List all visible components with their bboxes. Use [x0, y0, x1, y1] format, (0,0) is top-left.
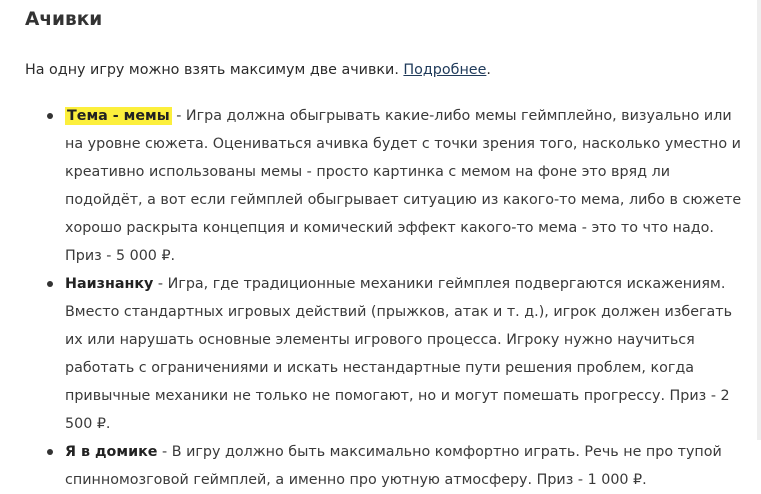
achievement-cozy	[25, 438, 750, 494]
achievement-name: Я в домике	[65, 444, 158, 460]
achievement-memes	[25, 102, 750, 270]
bullet-icon	[47, 281, 53, 287]
intro-paragraph	[25, 60, 750, 80]
intro-suffix: .	[486, 62, 491, 78]
bullet-icon	[47, 113, 53, 119]
achievement-name: Наизнанку	[65, 276, 154, 292]
section-title: Ачивки	[25, 9, 103, 30]
achievement-description: - Игра должна обыгрывать какие-либо мемы геймплейно, визуально или на уровне сюжета. Оцениваться ачивка будет с точки зрения того, насколько уместно и креативно использованы мемы - просто картинка с мемом на фоне это вряд ли подойдёт, а вот если геймплей обыгрывает ситуацию из какого-то мема, либо в сюжете хорошо раскрыта концепция и комический эффект какого-то мема - это то что надо. Приз - 5 000 ₽.	[65, 108, 742, 264]
achievements-section	[25, 0, 750, 494]
achievement-name: Тема - мемы	[67, 108, 170, 124]
achievement-description: - Игра, где традиционные механики геймплея подвергаются искажениям. Вместо стандартных игровых действий (прыжков, атак и т. д.), игрок должен избегать их или нарушать основные элементы игрового процесса. Игроку нужно научиться работать с ограничениями и искать нестандартные пути решения проблем, когда привычные механики не только не помогают, но и могут помешать прогрессу. Приз - 2 500 ₽.	[65, 276, 733, 432]
intro-text: На одну игру можно взять максимум две ачивки.	[25, 62, 404, 78]
bullet-icon	[47, 449, 53, 455]
achievement-description: - В игру должно быть максимально комфортно играть. Речь не про тупой спинномозговой геймплей, а именно про уютную атмосферу. Приз - 1 000 ₽.	[65, 444, 722, 488]
content-right-border	[757, 0, 761, 440]
achievements-list	[25, 102, 750, 494]
details-link[interactable]: Подробнее	[403, 62, 487, 78]
achievement-inside-out	[25, 270, 750, 438]
